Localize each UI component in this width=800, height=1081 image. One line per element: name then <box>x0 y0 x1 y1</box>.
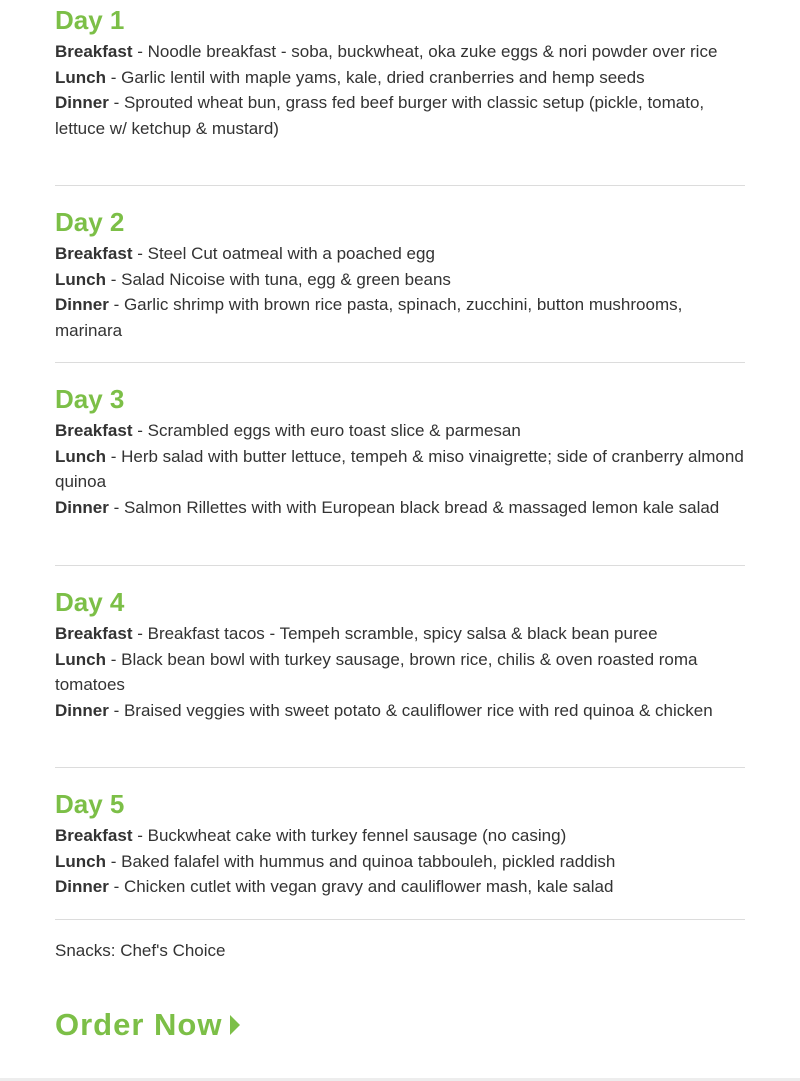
day-title: Day 5 <box>55 789 125 819</box>
meal-plan <box>55 0 745 1043</box>
day-section <box>55 0 745 186</box>
day-title: Day 3 <box>55 384 125 414</box>
meal-label: Dinner <box>55 701 109 721</box>
meal-description: - Salad Nicoise with tuna, egg & green beans <box>106 269 451 289</box>
meal-description: - Salmon Rillettes with with European black bread & massaged lemon kale salad <box>108 498 720 518</box>
meal-label: Breakfast <box>55 421 133 440</box>
meal-dinner <box>55 874 745 900</box>
day-section <box>55 186 745 363</box>
day-title: Day 4 <box>55 587 125 617</box>
meal-description: - Noodle breakfast - soba, buckwheat, oka zuke eggs & nori powder over rice <box>132 42 718 61</box>
meal-description: - Black bean bowl with turkey sausage, brown rice, chilis & oven roasted roma tomatoes <box>55 649 698 695</box>
meal-breakfast <box>55 39 745 65</box>
meal-label: Dinner <box>55 93 109 113</box>
meal-description: - Steel Cut oatmeal with a poached egg <box>132 244 435 263</box>
meal-label: Lunch <box>55 851 106 871</box>
order-now-label: Order Now <box>55 1007 223 1042</box>
meal-lunch <box>55 647 745 698</box>
day-section <box>55 363 745 566</box>
meal-description: - Breakfast tacos - Tempeh scramble, spicy salsa & black bean puree <box>132 624 658 643</box>
meal-label: Breakfast <box>55 244 133 263</box>
meal-label: Dinner <box>55 295 109 315</box>
day-title: Day 2 <box>55 207 125 237</box>
meal-label: Breakfast <box>55 826 133 845</box>
meal-label: Breakfast <box>55 624 133 643</box>
meal-dinner <box>55 292 745 343</box>
meal-label: Lunch <box>55 67 106 87</box>
meal-breakfast <box>55 241 745 267</box>
meal-label: Dinner <box>55 877 109 897</box>
meal-description: - Chicken cutlet with vegan gravy and cauliflower mash, kale salad <box>108 877 614 897</box>
meal-label: Lunch <box>55 649 106 669</box>
day-title: Day 1 <box>55 5 125 35</box>
meal-label: Lunch <box>55 269 106 289</box>
meal-description: - Garlic lentil with maple yams, kale, dried cranberries and hemp seeds <box>106 67 645 87</box>
meal-label: Dinner <box>55 498 109 518</box>
order-now-button[interactable] <box>55 1007 240 1043</box>
meal-lunch <box>55 267 745 293</box>
snacks-note: Snacks: Chef's Choice <box>55 941 226 960</box>
meal-description: - Herb salad with butter lettuce, tempeh & miso vinaigrette; side of cranberry almond quinoa <box>55 446 744 492</box>
meal-lunch <box>55 65 745 91</box>
meal-breakfast <box>55 823 745 849</box>
meal-description: - Buckwheat cake with turkey fennel sausage (no casing) <box>132 826 567 845</box>
meal-description: - Braised veggies with sweet potato & cauliflower rice with red quinoa & chicken <box>108 701 713 721</box>
meal-label: Breakfast <box>55 42 133 61</box>
meal-lunch <box>55 849 745 875</box>
meal-description: - Baked falafel with hummus and quinoa tabbouleh, pickled raddish <box>106 851 616 871</box>
order-now-wrapper <box>55 1007 745 1043</box>
day-section <box>55 566 745 768</box>
meal-description: - Sprouted wheat bun, grass fed beef burger with classic setup (pickle, tomato, lettuce w/ ketchup & mustard) <box>55 93 705 139</box>
caret-right-icon <box>230 1015 240 1035</box>
meal-breakfast <box>55 418 745 444</box>
meal-description: - Garlic shrimp with brown rice pasta, spinach, zucchini, button mushrooms, marinara <box>55 295 683 341</box>
meal-dinner <box>55 495 745 521</box>
meal-dinner <box>55 698 745 724</box>
meal-label: Lunch <box>55 446 106 466</box>
meal-dinner <box>55 90 745 141</box>
day-section <box>55 768 745 920</box>
meal-lunch <box>55 444 745 495</box>
meal-breakfast <box>55 621 745 647</box>
meal-description: - Scrambled eggs with euro toast slice & parmesan <box>132 421 521 440</box>
